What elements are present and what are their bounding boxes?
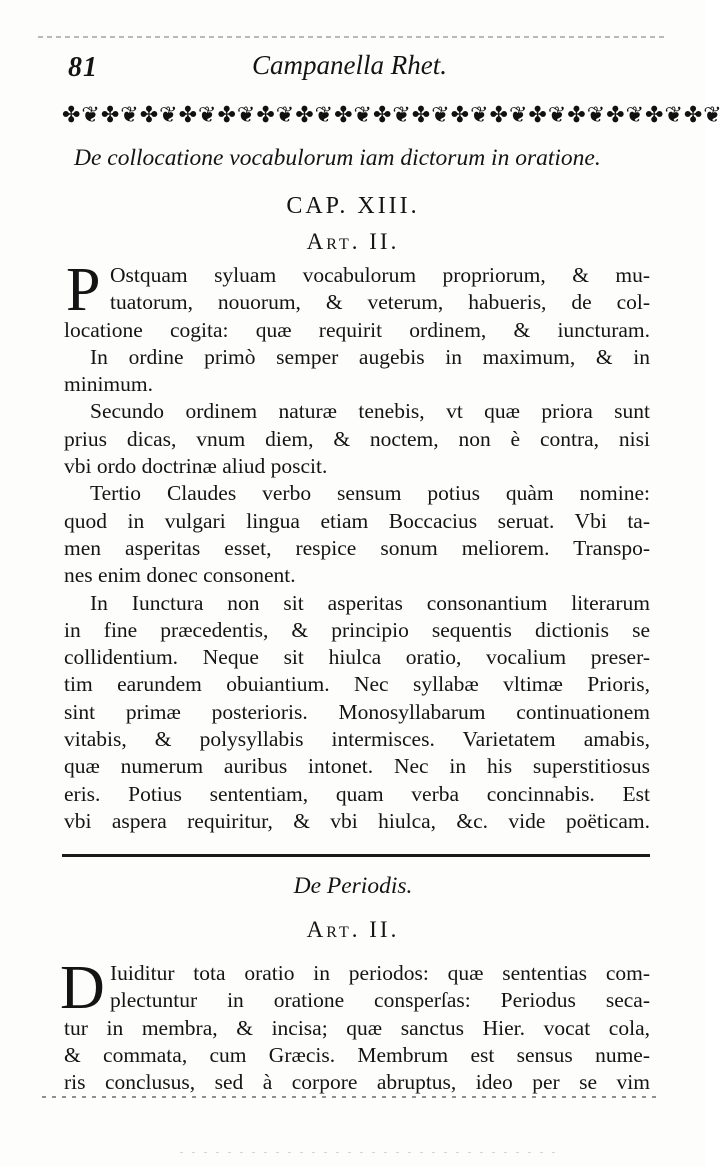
text-line: Tertio Claudes verbo sensum potius quàm nomine: <box>90 481 650 506</box>
text-line: Secundo ordinem naturæ tenebis, vt quæ priora sunt <box>90 399 650 424</box>
text-line: tur in membra, & incisa; quæ sanctus Hier. vocat cola, <box>64 1015 650 1040</box>
text-line: quod in vulgari lingua etiam Boccacius seruat. Vbi ta- <box>64 508 650 533</box>
body-text-block <box>64 256 650 835</box>
bottom-edge-rule <box>42 1096 662 1098</box>
bottom-edge-rule <box>180 1152 560 1153</box>
text-line: collidentium. Neque sit hiulca oratio, vocalium preser- <box>64 645 650 670</box>
text-line: Ostquam syluam vocabulorum propriorum, & mu- <box>110 263 650 287</box>
text-line: minimum. <box>64 372 153 397</box>
text-line: ris conclusus, sed à corpore abruptus, ideo per se vim <box>64 1070 650 1095</box>
text-line: locatione cogita: quæ requirit ordinem, & iuncturam. <box>64 317 650 342</box>
article-heading: Art. II. <box>306 229 400 254</box>
text-line: men asperitas esset, respice sonum meliorem. Transpo- <box>64 535 650 560</box>
text-line: eris. Potius sententiam, quam verba concinnabis. Est <box>64 781 650 806</box>
running-head: Campanella Rhet. <box>252 50 447 80</box>
text-line: In Iunctura non sit asperitas consonantium literarum <box>90 590 650 615</box>
text-line: quæ numerum auribus intonet. Nec in his superstitiosus <box>64 754 650 779</box>
section-title: De collocatione vocabulorum iam dictorum in oratione. <box>74 145 601 171</box>
text-line: tuatorum, nouorum, & veterum, habueris, de col- <box>110 290 650 315</box>
text-line: vbi ordo doctrinæ aliud poscit. <box>64 454 328 479</box>
chapter-heading: CAP. XIII. <box>286 193 420 219</box>
section-divider <box>62 854 650 857</box>
drop-cap: D <box>60 954 105 1022</box>
text-line: prius dicas, vnum diem, & noctem, non è contra, nisi <box>64 426 650 451</box>
text-line: tim earundem obuiantium. Nec syllabæ vltimæ Prioris, <box>64 672 650 697</box>
body-text-block <box>64 960 650 1096</box>
drop-cap: P <box>66 256 101 324</box>
page-number: 81 <box>68 52 98 83</box>
section-title: De Periodis. <box>293 873 413 899</box>
top-edge-rule <box>38 36 666 38</box>
text-line: nes enim donec consonent. <box>64 563 296 588</box>
text-line: in fine præcedentis, & principio sequentis dictionis se <box>64 617 650 642</box>
text-line: sint primæ posterioris. Monosyllabarum continuationem <box>64 699 650 724</box>
ornamental-border: ✤❦✤❦✤❦✤❦✤❦✤❦✤❦✤❦✤❦✤❦✤❦✤❦✤❦✤❦✤❦✤❦✤❦ <box>62 102 723 127</box>
text-line: & commata, cum Græcis. Membrum est sensus nume- <box>64 1042 650 1067</box>
text-line: vbi aspera requiritur, & vbi hiulca, &c. vide poëticam. <box>64 808 650 833</box>
text-line: In ordine primò semper augebis in maximum, & in <box>90 344 650 369</box>
text-line: Iuiditur tota oratio in periodos: quæ sententias com- <box>110 961 650 985</box>
text-line: vitabis, & polysyllabis intermisces. Varietatem amabis, <box>64 727 650 752</box>
text-line: plectuntur in oratione consperſas: Periodus seca- <box>110 988 650 1013</box>
article-heading: Art. II. <box>306 917 400 942</box>
